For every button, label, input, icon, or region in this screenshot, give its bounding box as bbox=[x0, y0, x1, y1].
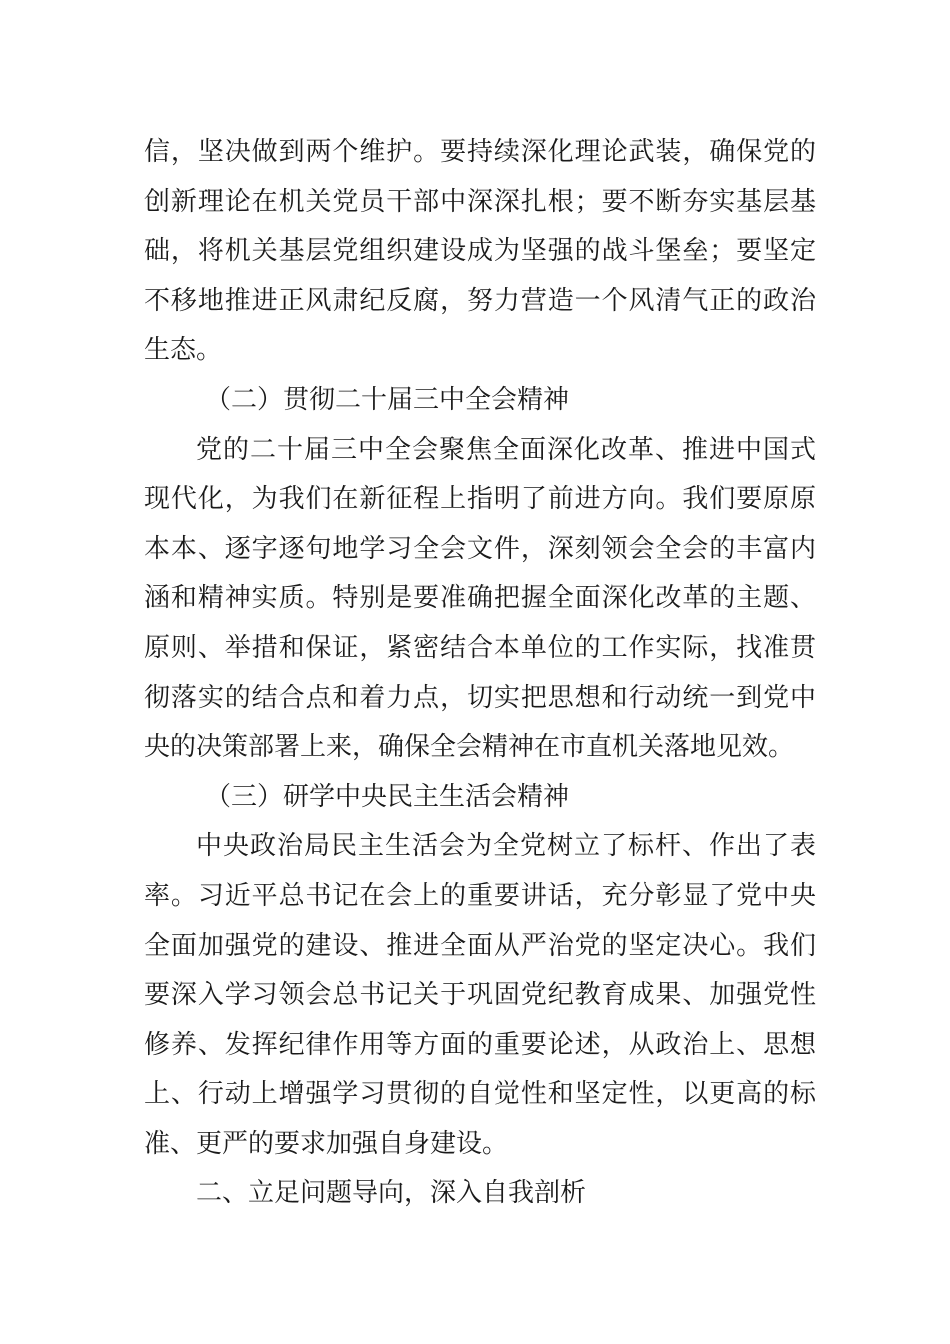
text-line: 中央政治局民主生活会为全党树立了标杆、作出了表 bbox=[196, 831, 816, 862]
subheading-2 bbox=[144, 376, 816, 426]
text-line: 础，将机关基层党组织建设成为坚强的战斗堡垒；要坚定 bbox=[144, 236, 816, 267]
text-line: 上、行动上增强学习贯彻的自觉性和坚定性，以更高的标 bbox=[144, 1079, 816, 1110]
text-line: 准、更严的要求加强自身建设。 bbox=[144, 1128, 509, 1159]
paragraph-plenary bbox=[144, 426, 816, 773]
paragraph-continued bbox=[144, 128, 816, 376]
text-line: 创新理论在机关党员干部中深深扎根；要不断夯实基层基 bbox=[144, 186, 816, 217]
text-line: 修养、发挥纪律作用等方面的重要论述，从政治上、思想 bbox=[144, 1029, 816, 1060]
text-line: 率。习近平总书记在会上的重要讲话，充分彰显了党中央 bbox=[144, 880, 816, 911]
text-line: 本本、逐字逐句地学习全会文件，深刻领会全会的丰富内 bbox=[144, 533, 816, 564]
section-heading-2 bbox=[144, 1169, 816, 1219]
subheading-text: （二）贯彻二十届三中全会精神 bbox=[205, 384, 570, 415]
subheading-3 bbox=[144, 773, 816, 823]
subheading-text: （三）研学中央民主生活会精神 bbox=[205, 781, 570, 812]
text-line: 现代化，为我们在新征程上指明了前进方向。我们要原原 bbox=[144, 484, 816, 515]
text-line: 信，坚决做到两个维护。要持续深化理论武装，确保党的 bbox=[144, 137, 816, 167]
text-line: 生态。 bbox=[144, 335, 223, 366]
paragraph-democratic-life bbox=[144, 822, 816, 1169]
text-line: 要深入学习领会总书记关于巩固党纪教育成果、加强党性 bbox=[144, 980, 816, 1011]
text-line: 全面加强党的建设、推进全面从严治党的坚定决心。我们 bbox=[144, 930, 816, 961]
text-line: 不移地推进正风肃纪反腐，努力营造一个风清气正的政治 bbox=[144, 285, 816, 316]
document-body bbox=[144, 128, 816, 1219]
text-line: 央的决策部署上来，确保全会精神在市直机关落地见效。 bbox=[144, 732, 795, 763]
text-line: 涵和精神实质。特别是要准确把握全面深化改革的主题、 bbox=[144, 583, 816, 614]
text-line: 原则、举措和保证，紧密结合本单位的工作实际，找准贯 bbox=[144, 632, 816, 663]
text-line: 党的二十届三中全会聚焦全面深化改革、推进中国式 bbox=[196, 434, 816, 465]
section-heading-text: 二、立足问题导向，深入自我剖析 bbox=[196, 1178, 587, 1209]
text-line: 彻落实的结合点和着力点，切实把思想和行动统一到党中 bbox=[144, 682, 816, 713]
